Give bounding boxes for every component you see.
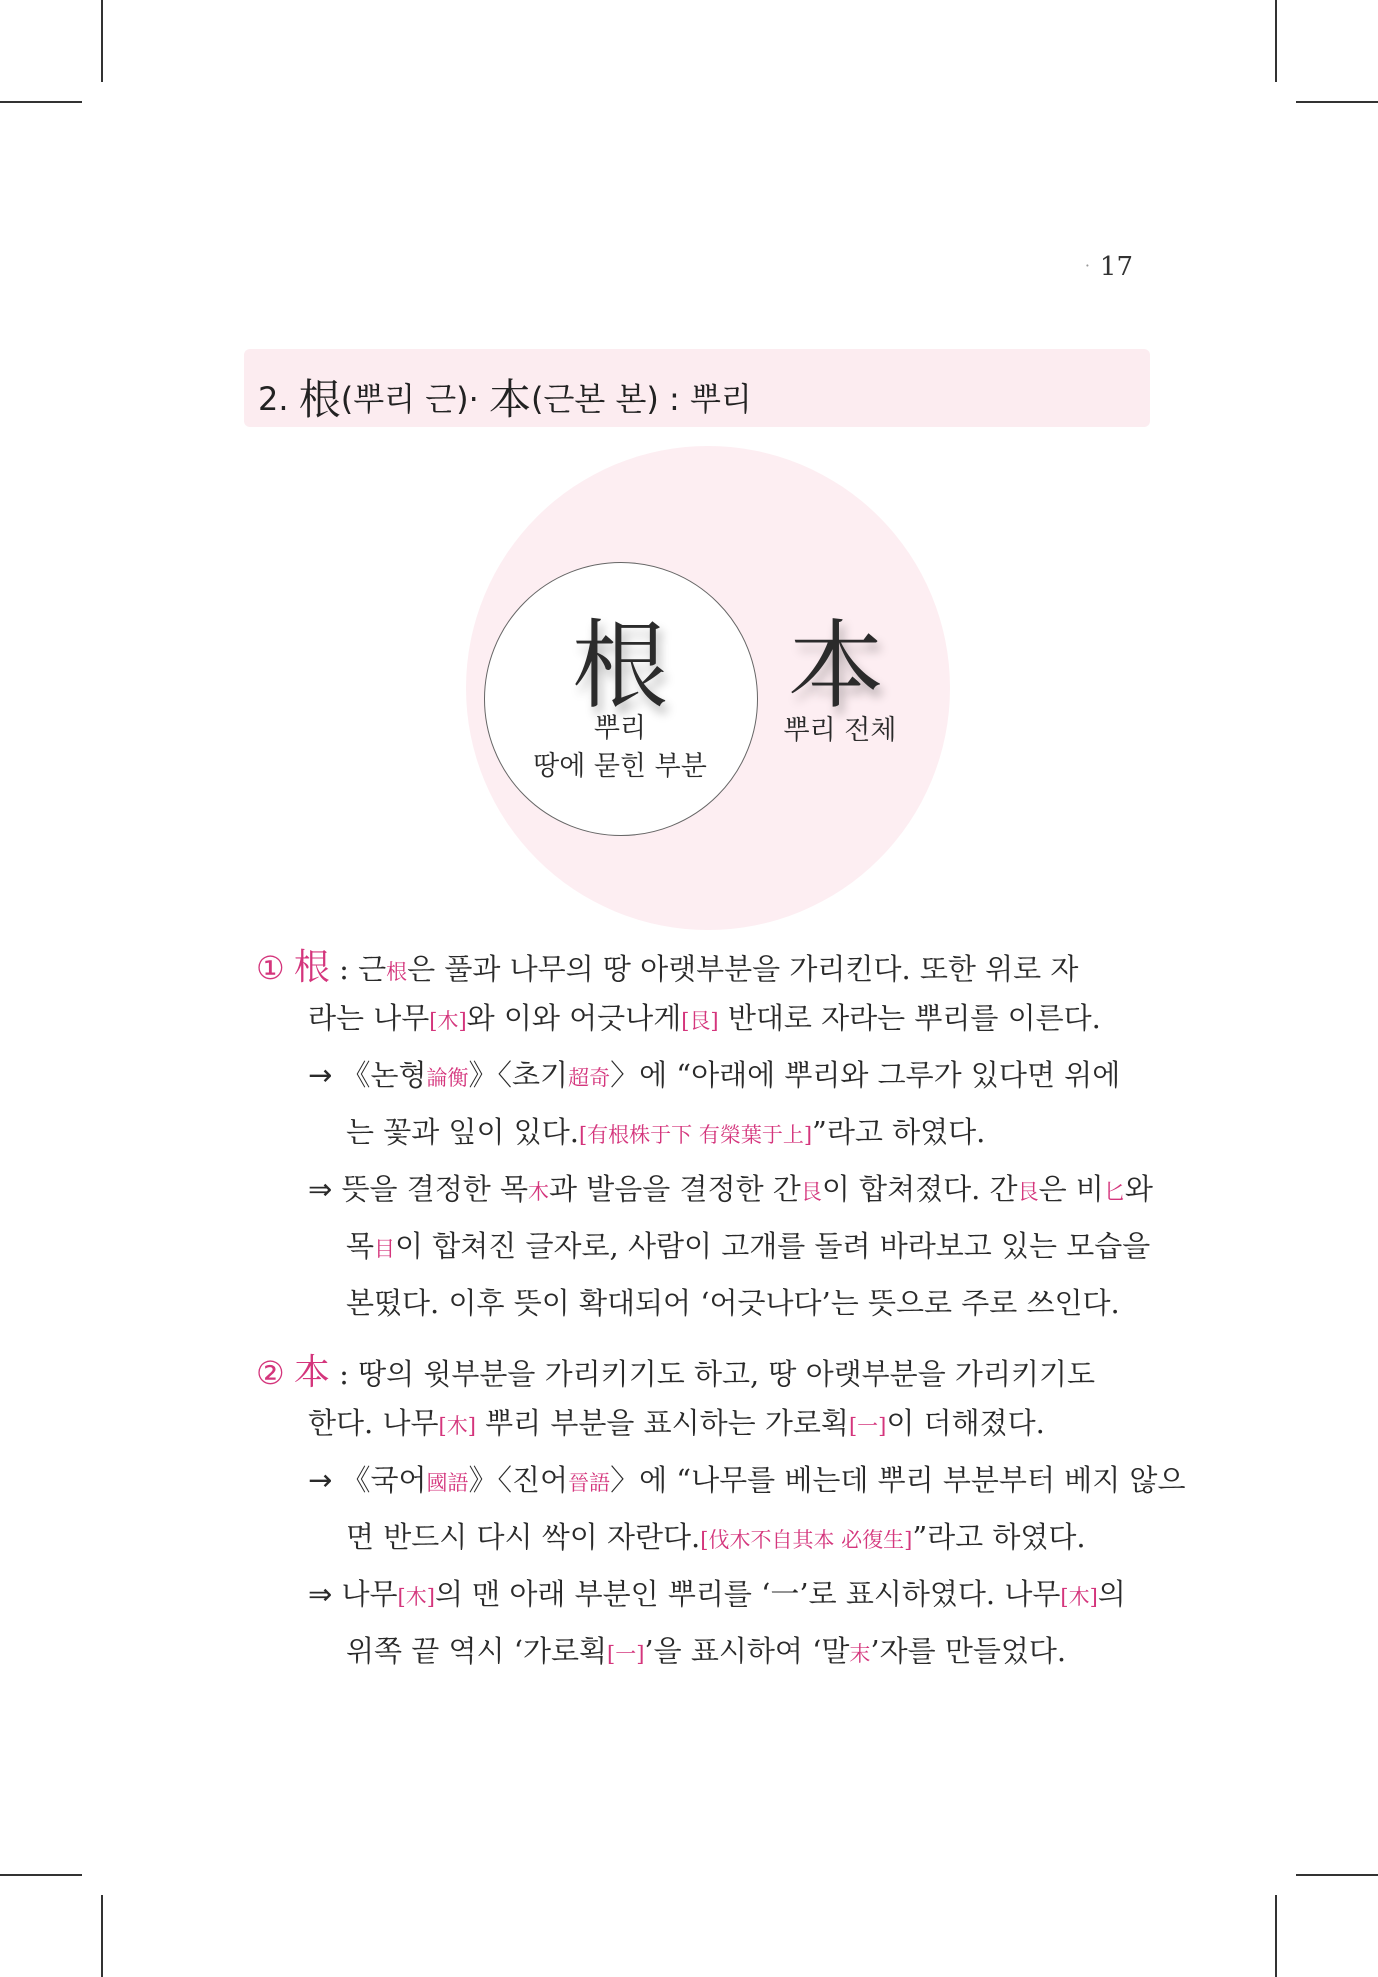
entry2-line4 (346, 1515, 1086, 1556)
text: 은 풀과 나무의 땅 아랫부분을 가리킨다. 또한 위로 자 (407, 952, 1079, 986)
text: 이 더해졌다. (886, 1406, 1045, 1440)
diagram-label-right: 뿌리 전체 (783, 715, 897, 746)
entry1-number: ① (256, 949, 285, 987)
entry1-line3 (308, 1053, 1120, 1094)
hanja-annotation: [木] (429, 1009, 467, 1033)
diagram-label-left-1: 뿌리 (593, 713, 647, 744)
text: 반대로 자라는 뿌리를 이른다. (718, 1001, 1101, 1035)
hanja-annotation: 匕 (1103, 1180, 1125, 1204)
hanja-annotation: [木] (1060, 1585, 1098, 1609)
diagram-char-right: 本 (788, 610, 884, 722)
hanja-annotation: 國語 (426, 1471, 469, 1495)
hanja-annotation: [一] (607, 1642, 645, 1666)
page-number: · 17 (1084, 252, 1133, 282)
text: 》〈진어 (468, 1463, 569, 1497)
hanja-annotation: 晉語 (568, 1471, 611, 1495)
diagram-label-left (504, 710, 736, 786)
entry1-line2 (308, 996, 1101, 1037)
text: ”라고 하였다. (812, 1115, 986, 1149)
text: 뿌리 부분을 표시하는 가로획 (475, 1406, 849, 1440)
hanja-annotation: [木] (438, 1414, 476, 1438)
text: 와 이와 어긋나게 (466, 1001, 682, 1035)
character-diagram (0, 0, 1378, 960)
text: ⇒ 뜻을 결정한 목 (308, 1172, 529, 1206)
text: 한다. 나무 (308, 1406, 439, 1440)
crop-mark (101, 1895, 103, 1977)
entry2-headword: 本 (293, 1352, 330, 1393)
text: : 근 (329, 952, 387, 986)
text: 〉에 “나무를 베는데 뿌리 부분부터 베지 않으 (610, 1463, 1186, 1497)
text: 와 (1124, 1172, 1153, 1206)
text: 위쪽 끝 역시 ‘가로획 (346, 1634, 607, 1668)
section-reading-1: (뿌리 근)· (340, 380, 479, 418)
text: ’을 표시하여 ‘말 (644, 1634, 850, 1668)
entry2-line5 (308, 1572, 1126, 1613)
entry1-line7 (346, 1281, 1120, 1322)
text: 의 맨 아래 부분인 뿌리를 ‘一’로 표시하였다. 나무 (434, 1577, 1061, 1611)
hanja-annotation: 目 (374, 1237, 396, 1261)
text: → 《국어 (308, 1463, 427, 1497)
text: → 《논형 (308, 1058, 427, 1092)
section-number: 2. (258, 380, 289, 418)
hanja-annotation: [木] (397, 1585, 435, 1609)
page-number-text: 17 (1099, 252, 1133, 282)
hanja-annotation: [伐木不自其本 必復生] (700, 1528, 913, 1552)
entry2-line6 (346, 1629, 1066, 1670)
crop-mark (1296, 1874, 1378, 1876)
hanja-annotation: 艮 (800, 1180, 822, 1204)
hanja-annotation: 超奇 (568, 1066, 611, 1090)
hanja-annotation: [一] (848, 1414, 887, 1438)
text: 은 비 (1038, 1172, 1104, 1206)
hanja-annotation: 論衡 (426, 1066, 469, 1090)
entry2-line1 (256, 1344, 1095, 1395)
hanja-annotation: [有根株于下 有榮葉于上] (578, 1123, 813, 1147)
text: 이 합쳐진 글자로, 사람이 고개를 돌려 바라보고 있는 모습을 (395, 1229, 1151, 1263)
text: ”라고 하였다. (912, 1520, 1086, 1554)
diagram-char-left: 根 (572, 610, 668, 722)
entry1-line6 (346, 1224, 1150, 1265)
text: ’자를 만들었다. (870, 1634, 1067, 1668)
entry2-number: ② (256, 1354, 285, 1392)
text: ⇒ 나무 (308, 1577, 398, 1611)
entry1-line1 (256, 939, 1078, 990)
entry1-headword: 根 (293, 947, 330, 988)
text: 과 발음을 결정한 간 (549, 1172, 801, 1206)
entry1-line4 (346, 1110, 985, 1151)
hanja-annotation: 艮 (1017, 1180, 1039, 1204)
text: : 땅의 윗부분을 가리키기도 하고, 땅 아랫부분을 가리키기도 (329, 1357, 1095, 1391)
entry2-line2 (308, 1401, 1045, 1442)
text: 라는 나무 (308, 1001, 430, 1035)
hanja-annotation: [艮] (681, 1009, 719, 1033)
text: 〉에 “아래에 뿌리와 그루가 있다면 위에 (610, 1058, 1121, 1092)
entry1-line5 (308, 1167, 1153, 1208)
entry2-line3 (308, 1458, 1185, 1499)
crop-mark (0, 1874, 82, 1876)
section-reading-2: (근본 본) : 뿌리 (530, 380, 752, 418)
hanja-annotation: 根 (386, 960, 408, 984)
text: 이 합쳐졌다. 간 (821, 1172, 1018, 1206)
diagram-label-left-2: 땅에 묻힌 부분 (533, 751, 707, 782)
section-hanja-1: 根 (298, 375, 341, 424)
text: 본떴다. 이후 뜻이 확대되어 ‘어긋나다’는 뜻으로 주로 쓰인다. (346, 1286, 1120, 1320)
hanja-annotation: 末 (849, 1642, 871, 1666)
section-hanja-2: 本 (488, 375, 531, 424)
text: 의 (1097, 1577, 1126, 1611)
hanja-annotation: 木 (528, 1180, 550, 1204)
crop-mark (1275, 1895, 1277, 1977)
text: 면 반드시 다시 싹이 자란다. (346, 1520, 701, 1554)
text: 목 (346, 1229, 375, 1263)
text: 는 꽃과 잎이 있다. (346, 1115, 579, 1149)
text: 》〈초기 (468, 1058, 569, 1092)
